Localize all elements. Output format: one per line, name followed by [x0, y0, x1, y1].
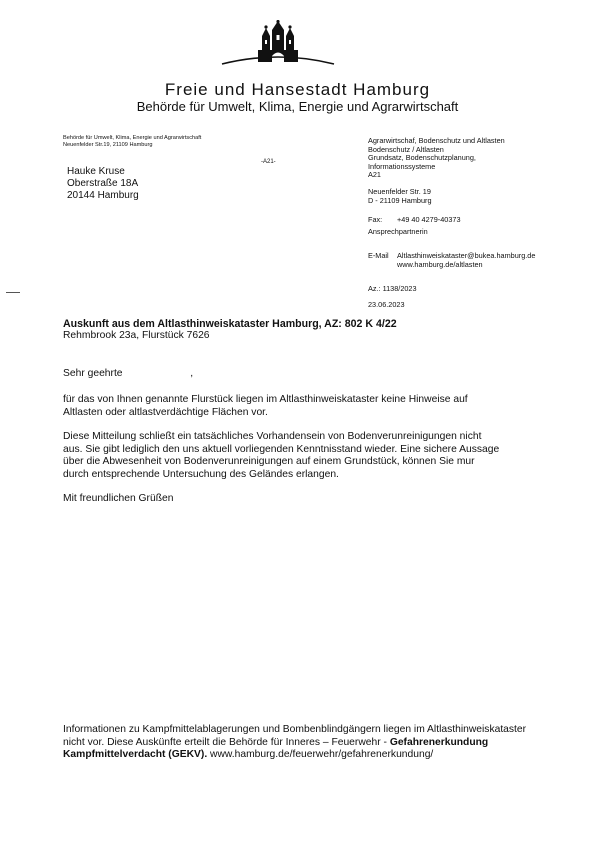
sender-line — [63, 135, 201, 149]
paragraph-2-line-4: durch entsprechende Untersuchung des Geländes erlangen. — [63, 468, 339, 480]
recipient-street: Oberstraße 18A — [67, 178, 139, 189]
salutation — [63, 368, 193, 381]
office-info — [368, 137, 505, 180]
contact-label: Ansprechpartnerin — [368, 227, 428, 236]
footer-line-3 — [63, 749, 526, 762]
paragraph-2-line-3: über die Abwesenheit von Bodenverunreinigungen auf einem Grundstück, können Sie mur — [63, 456, 475, 467]
office-line-2: Bodenschutz / Altlasten — [368, 144, 444, 154]
letter-date: 23.06.2023 — [368, 300, 405, 309]
hamburg-crest-logo — [218, 20, 338, 76]
office-line-5: A21 — [368, 170, 381, 180]
redacted-name — [125, 375, 187, 376]
sender-line-1: Behörde für Umwelt, Klima, Energie und Agrarwirtschaft — [63, 135, 202, 141]
reference-number: Az.: 1138/2023 — [368, 284, 417, 293]
fax-number: +49 40 4279-40373 — [397, 215, 461, 224]
org-name: Freie und Hansestadt Hamburg — [164, 80, 431, 99]
paragraph-1 — [63, 394, 468, 419]
paragraph-1-line-2: Altlasten oder altlastverdächtige Flächen vor. — [63, 406, 268, 418]
subject-title: Auskunft aus dem Altlasthinweiskataster Hamburg, AZ: 802 K 4/22 — [63, 318, 397, 330]
office-address — [368, 188, 432, 205]
office-line-3: Grundsatz, Bodenschutzplanung, — [368, 153, 476, 163]
footer-line-2-bold: Gefahrenerkundung — [389, 736, 489, 748]
footer-note — [63, 724, 526, 762]
footer-link[interactable]: www.hamburg.de/feuerwehr/gefahrenerkundung/ — [207, 749, 434, 760]
sender-line-2: Neuenfelder Str.19, 21109 Hamburg — [63, 142, 153, 148]
footer-line-3-bold: Kampfmittelverdacht (GEKV). — [63, 749, 208, 760]
subject-location: Rehmbrook 23a, Flurstück 7626 — [63, 330, 210, 341]
footer-line-1: Informationen zu Kampfmittelablagerungen und Bombenblindgängern liegen im Altlasthinweiskataster — [63, 724, 527, 735]
email-label: E-Mail — [368, 251, 389, 260]
recipient-address — [67, 166, 139, 202]
paragraph-2-line-2: aus. Sie gibt lediglich den uns aktuell vorliegenden Kenntnisstand wieder. Eine sichere Aussage — [63, 443, 500, 455]
dept-code: -A21- — [261, 159, 276, 165]
paragraph-2 — [63, 431, 499, 481]
salutation-comma: , — [190, 368, 194, 379]
footer-line-2-text: nicht vor. Diese Auskünfte erteilt die Behörde für Inneres – Feuerwehr - — [63, 736, 390, 748]
salutation-text: Sehr geehrte — [63, 368, 123, 379]
recipient-name: Hauke Kruse — [67, 166, 125, 177]
web-link[interactable]: www.hamburg.de/altlasten — [397, 260, 483, 269]
office-city: D - 21109 Hamburg — [368, 195, 432, 205]
closing: Mit freundlichen Grüßen — [63, 493, 174, 504]
recipient-city: 20144 Hamburg — [67, 190, 139, 201]
paragraph-1-line-1: für das von Ihnen genannte Flurstück liegen im Altlasthinweiskataster keine Hinweise auf — [63, 394, 468, 405]
email-link[interactable]: Altlasthinweiskataster@bukea.hamburg.de — [397, 251, 536, 260]
office-street: Neuenfelder Str. 19 — [368, 187, 431, 196]
paragraph-2-line-1: Diese Mitteilung schließt ein tatsächliches Vorhandensein von Bodenverunreinigungen nicht — [63, 431, 482, 442]
fold-mark — [6, 292, 20, 293]
footer-line-2 — [63, 737, 526, 750]
org-department: Behörde für Umwelt, Klima, Energie und Agrarwirtschaft — [136, 99, 459, 114]
office-line-4: Informationssysteme — [368, 161, 436, 171]
office-line-1: Agrarwirtschaf, Bodenschutz und Altlasten — [368, 136, 505, 145]
fax-label: Fax: — [368, 215, 383, 224]
